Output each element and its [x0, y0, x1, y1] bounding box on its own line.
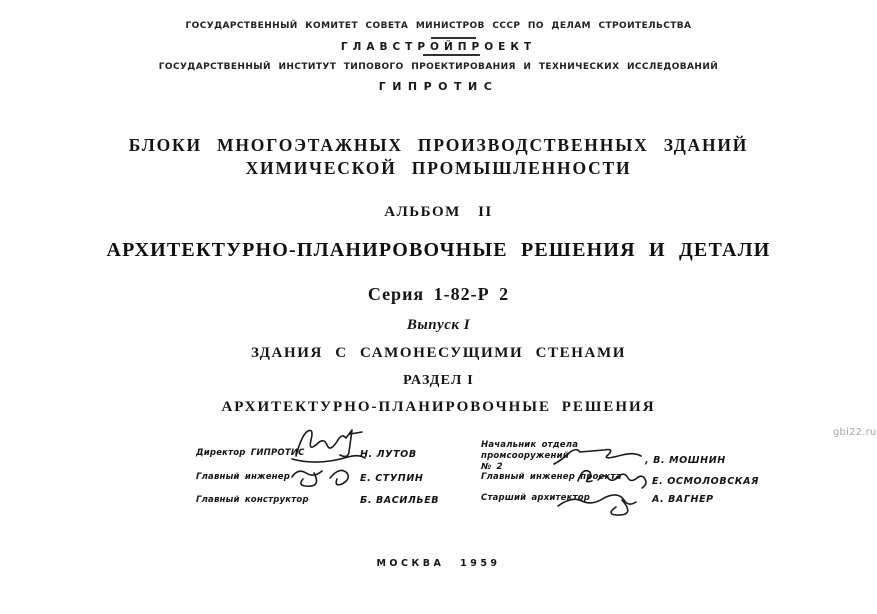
section-number: РАЗДЕЛ I — [403, 373, 474, 388]
letterhead-glavstroyproekt: ГЛАВСТРОЙПРОЕКТ — [340, 41, 537, 53]
letterhead-institute: ГОСУДАРСТВЕННЫЙ ИНСТИТУТ ТИПОВОГО ПРОЕКТИРОВАНИЯ И ТЕХНИЧЕСКИХ ИССЛЕДОВАНИЙ — [158, 62, 719, 72]
role-chief-constructor: Главный конструктор — [196, 495, 309, 505]
series-number: Серия 1-82-Р 2 — [367, 284, 510, 304]
letterhead-committee: ГОСУДАРСТВЕННЫЙ КОМИТЕТ СОВЕТА МИНИСТРОВ СССР ПО ДЕЛАМ СТРОИТЕЛЬСТВА — [185, 21, 692, 31]
name-stupin: Е. СТУПИН — [360, 473, 424, 484]
issue-number: Выпуск I — [406, 317, 471, 333]
role-chief-engineer: Главный инженер — [196, 472, 291, 482]
signature-vagner — [556, 488, 654, 520]
signature-moshnin — [552, 444, 644, 468]
title-line-2: ХИМИЧЕСКОЙ ПРОМЫШЛЕННОСТИ — [245, 158, 632, 178]
signature-lutov — [290, 426, 368, 464]
name-moshnin: , В. МОШНИН — [645, 455, 726, 466]
name-lutov: Н. ЛУТОВ — [360, 449, 417, 460]
album-number: АЛЬБОМ II — [384, 204, 493, 220]
letterhead-divider-1 — [431, 37, 476, 39]
role-senior-architect: Старший архитектор — [481, 493, 591, 503]
name-vasiliev: Б. ВАСИЛЬЕВ — [360, 495, 440, 506]
letterhead-giprotis: ГИПРОТИС — [378, 80, 499, 93]
main-title: АРХИТЕКТУРНО-ПЛАНИРОВОЧНЫЕ РЕШЕНИЯ И ДЕТАЛИ — [106, 239, 771, 261]
role-department-head: Начальник отдела промсооружений № 2 — [481, 440, 579, 472]
name-vagner: А. ВАГНЕР — [652, 494, 714, 505]
subtitle-solutions: АРХИТЕКТУРНО-ПЛАНИРОВОЧНЫЕ РЕШЕНИЯ — [221, 399, 656, 415]
role-director: Директор ГИПРОТИС — [196, 448, 305, 458]
role-project-engineer: Главный инженер проекта — [481, 472, 622, 482]
letterhead-divider-2 — [423, 54, 480, 56]
watermark: gbi22.ru — [833, 427, 877, 438]
signature-stupin — [290, 464, 356, 492]
subtitle-walls: ЗДАНИЯ С САМОНЕСУЩИМИ СТЕНАМИ — [251, 345, 626, 361]
imprint-city-year: МОСКВА 1959 — [376, 558, 501, 569]
name-osmolovskaya: Е. ОСМОЛОВСКАЯ — [652, 476, 759, 487]
title-line-1: БЛОКИ МНОГОЭТАЖНЫХ ПРОИЗВОДСТВЕННЫХ ЗДАНИЙ — [128, 135, 749, 155]
